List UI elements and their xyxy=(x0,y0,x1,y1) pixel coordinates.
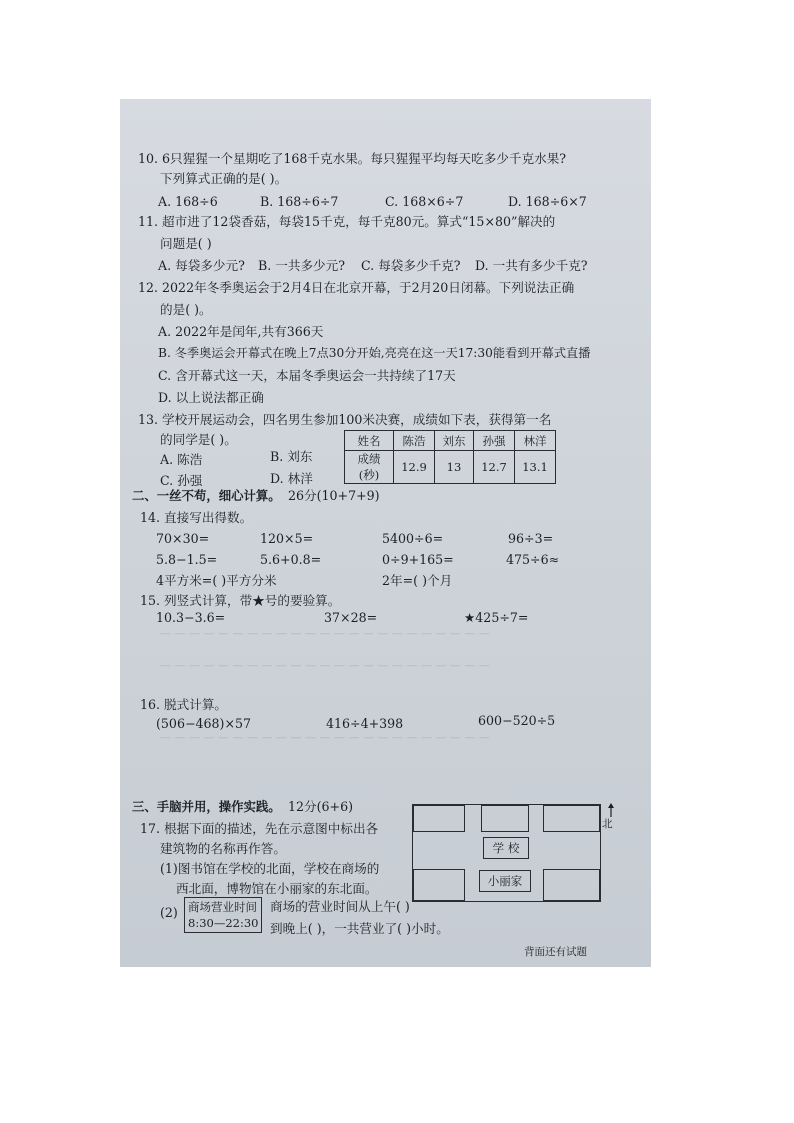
map-school-label: 学 校 xyxy=(483,837,529,859)
q10-option-a: A. 168÷6 xyxy=(158,194,218,209)
q11-option-c: C. 每袋多少千克? xyxy=(361,258,461,273)
q10-line2: 下列算式正确的是( )。 xyxy=(160,171,288,186)
q17-part1-line1: (1)图书馆在学校的北面，学校在商场的 xyxy=(160,861,380,876)
bleed-through-text: — — — — — — — — — — — — — — — — — — — — — — — xyxy=(160,659,490,672)
map-building-box xyxy=(413,805,465,832)
q14-item: 5400÷6= xyxy=(382,531,444,546)
q15-title: 15. 列竖式计算，带★号的要验算。 xyxy=(140,593,341,608)
table-cell: 成绩(秒) xyxy=(345,451,394,484)
q11-line1: 11. 超市进了12袋香菇，每袋15千克，每千克80元。算式“15×80”解决的 xyxy=(138,214,556,229)
map-building-box xyxy=(481,805,529,832)
section2-title: 二、一丝不苟，细心计算。 xyxy=(132,488,281,503)
table-header-cell: 陈浩 xyxy=(394,431,435,451)
table-header-cell: 刘东 xyxy=(435,431,474,451)
q14-item: 70×30= xyxy=(156,531,210,546)
q14-item: 4平方米=( )平方分米 xyxy=(156,573,277,588)
q14-item: 120×5= xyxy=(260,531,314,546)
q13-option-d: D. 林洋 xyxy=(270,471,313,486)
mall-hours-box xyxy=(184,897,262,933)
map-building-box xyxy=(543,869,600,901)
q13-option-b: B. 刘东 xyxy=(270,449,313,464)
q15-item: 37×28= xyxy=(324,610,378,625)
q14-item: 96÷3= xyxy=(508,531,554,546)
q16-item: 416÷4+398 xyxy=(326,716,404,731)
map-home-label: 小丽家 xyxy=(479,870,531,892)
q14-title: 14. 直接写出得数。 xyxy=(140,510,253,525)
q17-part2-line1: 商场的营业时间从上午( ) xyxy=(270,899,410,914)
table-header-cell: 林洋 xyxy=(515,431,556,451)
q17-line1: 17. 根据下面的描述，先在示意图中标出各 xyxy=(140,821,379,836)
q17-part2-line2: 到晚上( )，一共营业了( )小时。 xyxy=(270,921,449,936)
table-header-cell: 姓名 xyxy=(345,431,394,451)
table-cell: 12.7 xyxy=(474,451,515,484)
q12-line2: 的是( )。 xyxy=(160,302,212,317)
q14-item: 5.6+0.8= xyxy=(260,552,322,567)
q10-line1: 10. 6只猩猩一个星期吃了168千克水果。每只猩猩平均每天吃多少千克水果? xyxy=(138,151,567,166)
q10-option-c: C. 168×6÷7 xyxy=(385,194,464,209)
map-diagram xyxy=(412,804,601,902)
map-building-box xyxy=(543,805,600,832)
q17-line2: 建筑物的名称再作答。 xyxy=(160,841,286,856)
table-row xyxy=(345,451,556,484)
q15-item: 10.3−3.6= xyxy=(156,610,226,625)
mall-hours-value: 8:30—22:30 xyxy=(188,916,259,930)
q12-option-c: C. 含开幕式这一天，本届冬季奥运会一共持续了17天 xyxy=(158,368,456,383)
q17-part1-line2: 西北面，博物馆在小丽家的东北面。 xyxy=(176,881,378,896)
q14-item: 5.8−1.5= xyxy=(156,552,218,567)
q16-item: (506−468)×57 xyxy=(156,716,252,731)
q14-item: 0÷9+165= xyxy=(382,552,454,567)
exam-page xyxy=(120,99,651,967)
table-cell: 12.9 xyxy=(394,451,435,484)
q12-line1: 12. 2022年冬季奥运会于2月4日在北京开幕，于2月20日闭幕。下列说法正确 xyxy=(138,280,575,295)
q11-option-d: D. 一共有多少千克? xyxy=(475,258,588,273)
mall-hours-title: 商场营业时间 xyxy=(188,900,257,914)
north-label: 北 xyxy=(602,818,613,830)
q10-option-b: B. 168÷6÷7 xyxy=(260,194,339,209)
q12-option-b: B. 冬季奥运会开幕式在晚上7点30分开始,亮亮在这一天17:30能看到开幕式直播 xyxy=(158,346,591,360)
bleed-through-text: — — — — — — — — — — — — — — — — — — — — — — — xyxy=(160,627,490,640)
section3-score: 12分(6+6) xyxy=(288,799,354,814)
q17-part2-label: (2) xyxy=(160,905,178,920)
map-building-box xyxy=(413,869,465,901)
q13-option-c: C. 孙强 xyxy=(160,473,203,488)
q13-line1: 13. 学校开展运动会，四名男生参加100米决赛，成绩如下表，获得第一名 xyxy=(138,412,552,427)
bleed-through-text: — — — — — — — — — — — — — — — — — — — — — — — xyxy=(160,731,490,744)
table-cell: 13 xyxy=(435,451,474,484)
section3-title: 三、手脑并用，操作实践。 xyxy=(132,799,281,814)
q10-option-d: D. 168÷6×7 xyxy=(508,194,587,209)
q11-line2: 问题是( ) xyxy=(160,236,212,251)
q13-option-a: A. 陈浩 xyxy=(160,452,203,467)
q16-title: 16. 脱式计算。 xyxy=(140,697,228,712)
q12-option-d: D. 以上说法都正确 xyxy=(158,390,264,405)
race-results-table xyxy=(344,430,556,484)
q11-option-a: A. 每袋多少元? xyxy=(158,258,245,273)
q13-line2: 的同学是( )。 xyxy=(160,432,237,447)
footer-note: 背面还有试题 xyxy=(524,946,587,958)
table-cell: 13.1 xyxy=(515,451,556,484)
q14-item: 2年=( )个月 xyxy=(382,573,453,588)
q12-option-a: A. 2022年是闰年,共有366天 xyxy=(158,324,324,339)
table-header-cell: 孙强 xyxy=(474,431,515,451)
table-header-row xyxy=(345,431,556,451)
q11-option-b: B. 一共多少元? xyxy=(258,258,345,273)
section2-score: 26分(10+7+9) xyxy=(288,488,380,503)
q14-item: 475÷6≈ xyxy=(506,552,560,567)
q15-item: ★425÷7= xyxy=(464,610,529,625)
q16-item: 600−520÷5 xyxy=(478,713,556,728)
